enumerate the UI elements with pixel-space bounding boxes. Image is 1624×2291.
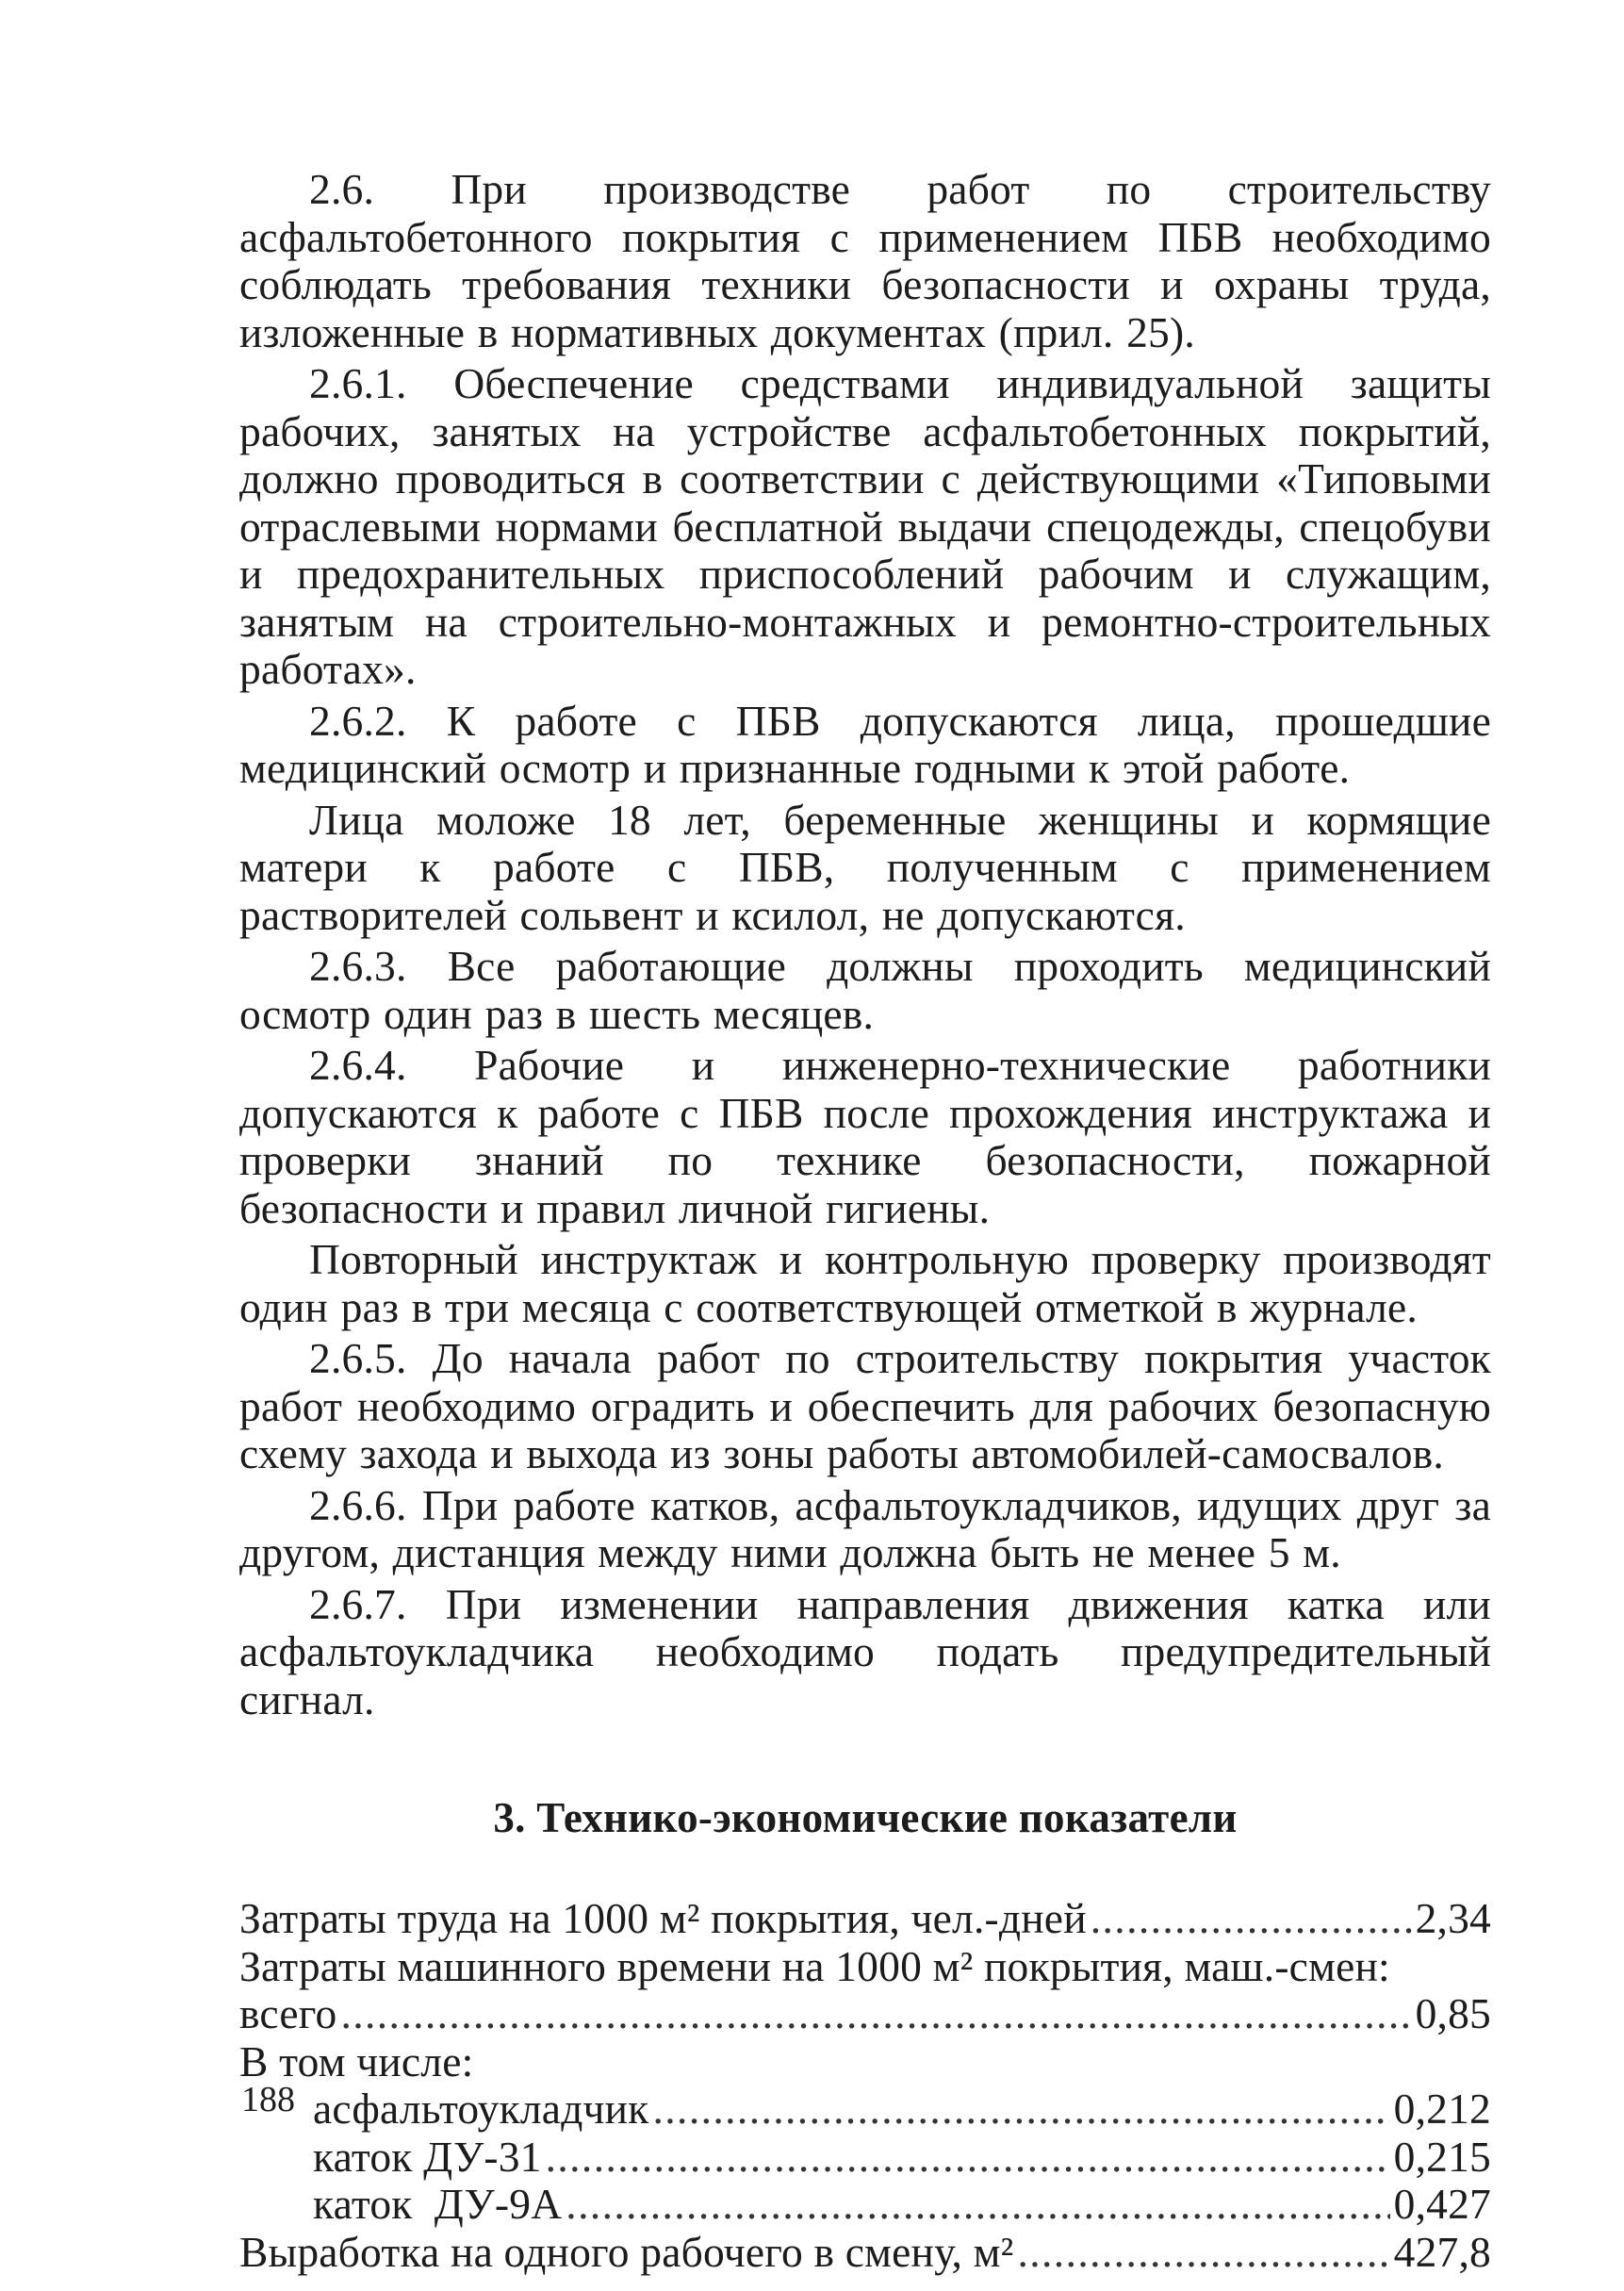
machine-item-row bbox=[239, 2085, 1491, 2134]
page-number: 188 bbox=[241, 2080, 295, 2119]
machine-item-row bbox=[239, 2134, 1491, 2182]
paragraph-2-6-5: 2.6.5. До начала работ по строительству покрытия участок работ необходимо оградить и обеспечить для рабочих безопасную схему захода и выхода из зоны работы автомобилей-самосвалов. bbox=[239, 1334, 1491, 1477]
machine-total-row bbox=[239, 1990, 1491, 2038]
dot-leader bbox=[1017, 2229, 1389, 2277]
machine-item-value: 0,427 bbox=[1393, 2180, 1491, 2228]
labor-cost-label: Затраты труда на 1000 м² покрытия, чел.-дней bbox=[239, 1894, 1087, 1942]
output-row bbox=[239, 2229, 1491, 2277]
machine-item-label: каток ДУ-31 bbox=[313, 2132, 542, 2181]
dot-leader bbox=[340, 1990, 1411, 2038]
dot-leader bbox=[546, 2134, 1390, 2182]
paragraph-2-6-4: 2.6.4. Рабочие и инженерно-технические работники допускаются к работе с ПБВ после прохождения инструктажа и проверки знаний по технике безопасности, пожарной безопасности и правил личной гигиены. bbox=[239, 1041, 1491, 1232]
dot-leader bbox=[1091, 1895, 1412, 1943]
machine-item-value: 0,212 bbox=[1393, 2085, 1491, 2133]
paragraph-2-6-1: 2.6.1. Обеспечение средствами индивидуальной защиты рабочих, занятых на устройстве асфальтобетонных покрытий, должно проводиться в соответствии с действующими «Типовыми отраслевыми нормами бесплатной выдачи спецодежды, спецобуви и предохранительных приспособлений рабочим и служащим, занятым на строительно-монтажных и ремонтно-строительных работах». bbox=[239, 359, 1491, 693]
paragraph-repeat-briefing: Повторный инструктаж и контрольную проверку производят один раз в три месяца с соответствующей отметкой в журнале. bbox=[239, 1235, 1491, 1331]
labor-cost-row bbox=[239, 1895, 1491, 1943]
machine-total-label: всего bbox=[239, 1989, 337, 2037]
paragraph-2-6-7: 2.6.7. При изменении направления движения катка или асфальтоукладчика необходимо подать предупредительный сигнал. bbox=[239, 1579, 1491, 1723]
paragraph-2-6-6: 2.6.6. При работе катков, асфальтоукладчиков, идущих друг за другом, дистанция между ними должна быть не менее 5 м. bbox=[239, 1480, 1491, 1576]
machine-item-value: 0,215 bbox=[1393, 2132, 1491, 2181]
machine-item-label: асфальтоукладчик bbox=[313, 2085, 649, 2133]
machine-item-row bbox=[239, 2181, 1491, 2229]
paragraph-2-6-2: 2.6.2. К работе с ПБВ допускаются лица, прошедшие медицинский осмотр и признанные годными к этой работе. bbox=[239, 696, 1491, 792]
paragraph-2-6: 2.6. При производстве работ по строительству асфальтобетонного покрытия с применением ПБВ необходимо соблюдать требования техники безопасности и охраны труда, изложенные в нормативных документах (прил. 25). bbox=[239, 165, 1491, 356]
output-value: 427,8 bbox=[1393, 2227, 1491, 2276]
page-body bbox=[239, 166, 1491, 2276]
paragraph-2-6-3: 2.6.3. Все работающие должны проходить медицинский осмотр один раз в шесть месяцев. bbox=[239, 942, 1491, 1038]
machine-item-label: каток ДУ-9А bbox=[313, 2180, 563, 2228]
machine-time-title: Затраты машинного времени на 1000 м² покрытия, маш.-смен: bbox=[239, 1941, 1390, 1990]
output-label: Выработка на одного рабочего в смену, м² bbox=[239, 2227, 1014, 2276]
including-label: В том числе: bbox=[239, 2036, 474, 2085]
paragraph-age-restriction: Лица моложе 18 лет, беременные женщины и кормящие матери к работе с ПБВ, полученным с применением растворителей сольвент и ксилол, не допускаются. bbox=[239, 795, 1491, 939]
machine-total-value: 0,85 bbox=[1415, 1989, 1491, 2037]
dot-leader bbox=[566, 2181, 1389, 2229]
dot-leader bbox=[653, 2085, 1390, 2134]
labor-cost-value: 2,34 bbox=[1415, 1894, 1491, 1942]
section-heading: 3. Технико-экономические показатели bbox=[493, 1794, 1238, 1841]
